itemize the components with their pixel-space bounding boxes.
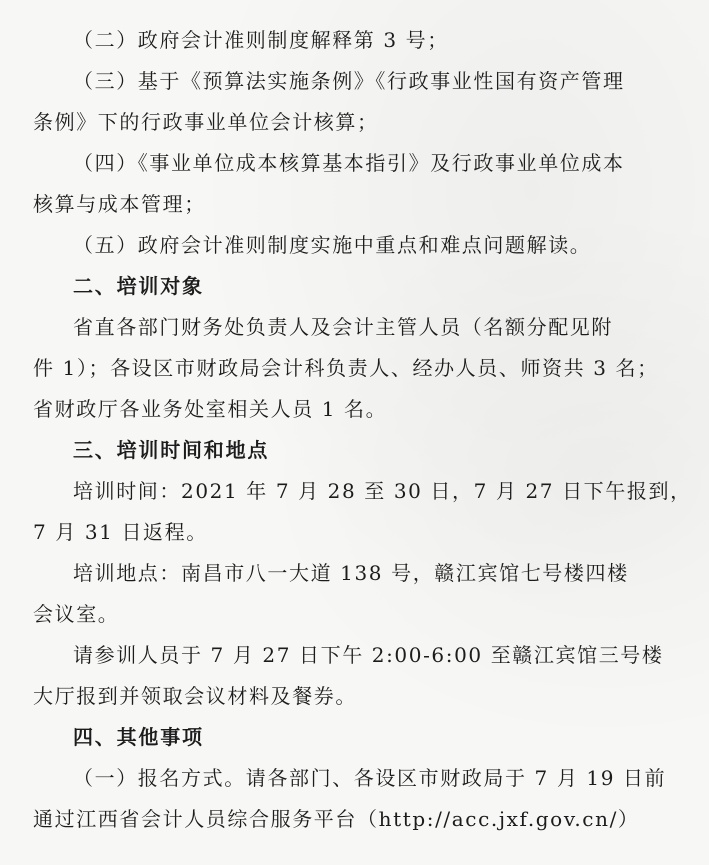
item-five-line: （五）政府会计准则制度实施中重点和难点问题解读。 [73,233,592,257]
training-time-line-2: 7 月 31 日返程。 [33,520,208,544]
targets-paragraph-line-3: 省财政厅各业务处室相关人员 1 名。 [33,397,388,421]
targets-paragraph-line-2: 件 1）；各设区市财政局会计科负责人、经办人员、师资共 3 名； [33,356,659,380]
training-location-line-2: 会议室。 [33,602,120,626]
item-three-line-1: （三）基于《预算法实施条例》《行政事业性国有资产管理 [73,69,625,93]
training-time-line-1: 培训时间：2021 年 7 月 28 至 30 日，7 月 27 日下午报到， [73,479,692,503]
registration-line-2: 大厅报到并领取会议材料及餐券。 [33,684,357,708]
signup-line-1: （一）报名方式。请各部门、各设区市财政局于 7 月 19 日前 [73,766,667,790]
item-four-line-2: 核算与成本管理； [33,192,206,216]
registration-line-1: 请参训人员于 7 月 27 日下午 2:00-6:00 至赣江宾馆三号楼 [73,643,664,667]
item-three-line-2: 条例》下的行政事业单位会计核算； [33,110,379,134]
signup-line-2: 通过江西省会计人员综合服务平台（http://acc.jxf.gov.cn/） [33,807,640,831]
section-heading-time-location: 三、培训时间和地点 [73,438,270,462]
item-two-line: （二）政府会计准则制度解释第 3 号； [73,28,449,52]
targets-paragraph-line-1: 省直各部门财务处负责人及会计主管人员（名额分配见附 [73,315,613,339]
section-heading-training-targets: 二、培训对象 [73,274,204,298]
training-location-line-1: 培训地点：南昌市八一大道 138 号，赣江宾馆七号楼四楼 [73,561,629,585]
item-four-line-1: （四）《事业单位成本核算基本指引》及行政事业单位成本 [73,151,625,175]
section-heading-other-matters: 四、其他事项 [73,725,204,749]
